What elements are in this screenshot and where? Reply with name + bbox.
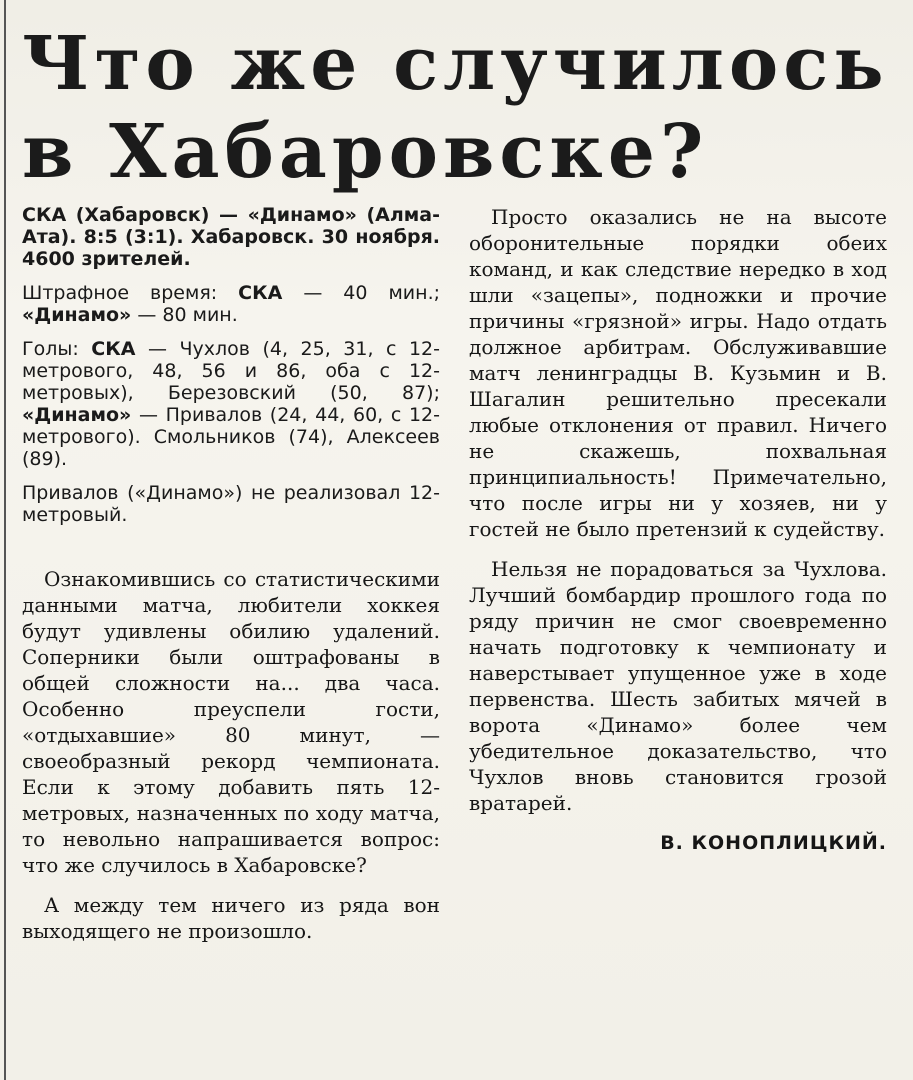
- paragraph-4: Нельзя не порадоваться за Чухлова. Лучший бомбардир прошлого года по ряду причин не смог своевременно начать подготовку к чемпионату и наверстывает упущенное уже в ходе первенства. Шесть забитых мячей в ворота «Динамо» более чем убедительное доказательство, что Чухлов вновь становится грозой вратарей.: [469, 557, 887, 815]
- paragraph-2: А между тем ничего из ряда вон выходящего не произошло.: [22, 893, 440, 943]
- match-summary: СКА (Хабаровск) — «Динамо» (Алма-Ата). 8:5 (3:1). Хабаровск. 30 ноября. 4600 зрителей.: [22, 204, 440, 270]
- article-right-text: [469, 204, 887, 816]
- left-column: [22, 204, 440, 958]
- article-left-text: [22, 566, 440, 944]
- author-byline: В. КОНОПЛИЦКИЙ.: [660, 832, 887, 854]
- match-stats: [22, 204, 440, 526]
- headline-line-1: Что же случилось: [22, 21, 889, 107]
- paragraph-1: Ознакомившись со статистическими данными матча, любители хоккея будут удивлены обилию удалений. Соперники были оштрафованы в общей сложности на... два часа. Особенно преуспели гости, «отдыхавшие» 80 минут, — своеобразный рекорд чемпионата. Если к этому добавить пять 12-метровых, назначенных по ходу матча, то невольно напрашивается вопрос: что же случилось в Хабаровске?: [22, 567, 440, 877]
- missed-penalty: Привалов («Динамо») не реализовал 12-метровый.: [22, 482, 440, 526]
- headline-line-2: в Хабаровске?: [22, 109, 709, 195]
- article-columns: [22, 204, 887, 958]
- headline: [22, 20, 887, 196]
- goals: Голы: СКА — Чухлов (4, 25, 31, с 12-метрового, 48, 56 и 86, оба с 12-метровых), Березовский (50, 87); «Динамо» — Привалов (24, 44, 60, с 12-метрового). Смольников (74), Алексеев (89).: [22, 338, 440, 470]
- penalty-time: Штрафное время: СКА — 40 мин.; «Динамо» — 80 мин.: [22, 282, 441, 326]
- paragraph-3: Просто оказались не на высоте оборонительные порядки обеих команд, и как следствие нередко в ход шли «зацепы», подножки и прочие причины «грязной» игры. Надо отдать должное арбитрам. Обслуживавшие матч ленинградцы В. Кузьмин и В. Шагалин решительно пресекали любые отклонения от правил. Ничего не скажешь, похвальная принципиальность! Примечательно, что после игры ни у хозяев, ни у гостей не было претензий к судейству.: [469, 205, 887, 541]
- right-column: [469, 204, 887, 958]
